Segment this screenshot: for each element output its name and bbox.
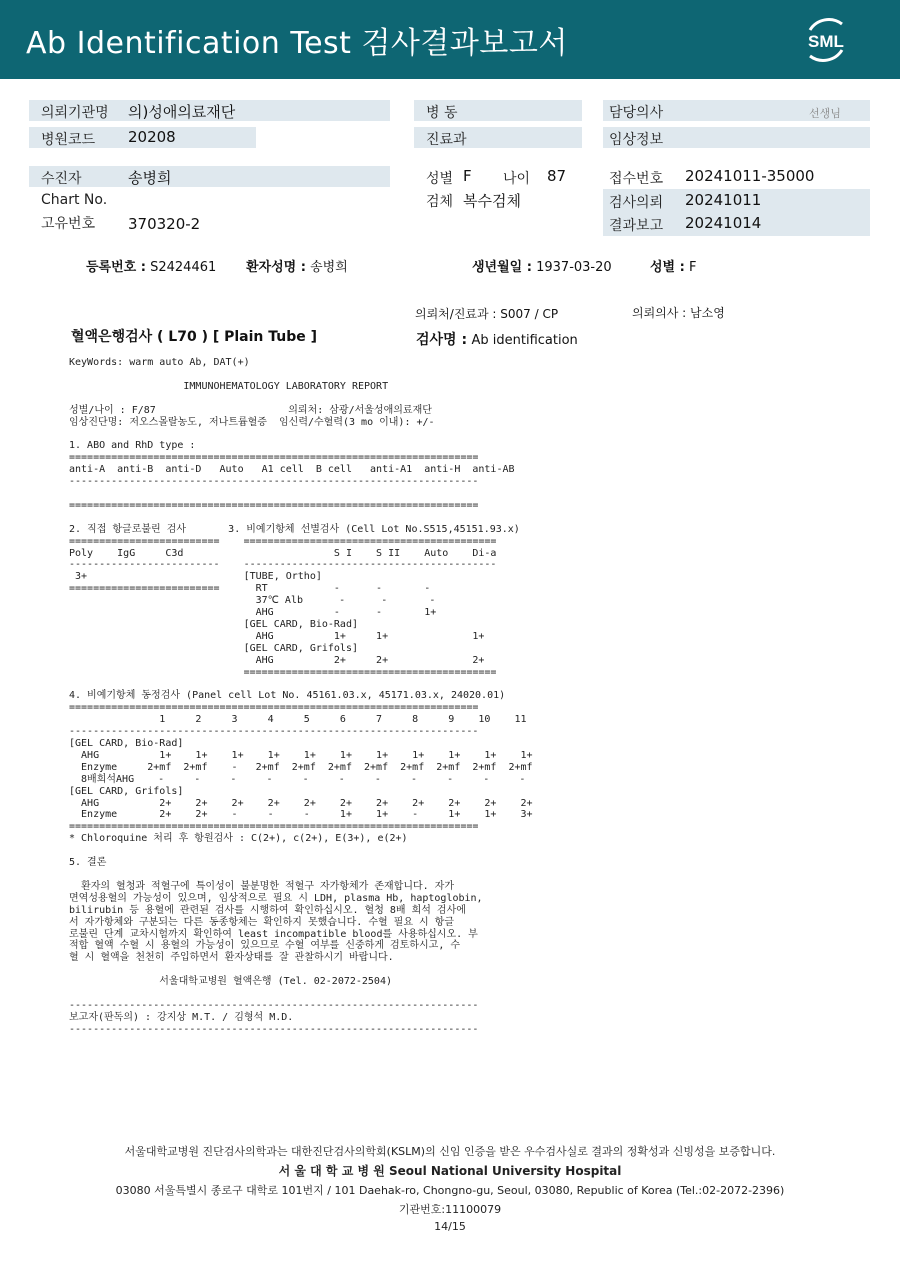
report-line: 37℃ Alb - - - xyxy=(69,595,436,607)
report-line: 보고자(판독의) : 강지상 M.T. / 김형석 M.D. xyxy=(69,1011,294,1023)
clinical-label: 임상정보 xyxy=(609,132,664,148)
report-line: AHG 2+ 2+ 2+ xyxy=(69,654,485,666)
report-line: 혈 시 혈액을 천천히 주입하면서 환자상태를 잘 관찰하시기 바랍니다. xyxy=(69,952,394,964)
report-line: -------------------------------------------------------------------- xyxy=(69,726,479,738)
unique-value: 370320-2 xyxy=(128,215,201,233)
report-line: bilirubin 등 용혈에 관련된 검사를 시행하여 확인하십시오. 혈청 8배 희석 검사에 xyxy=(69,904,466,916)
test-category: 혈액은행검사 ( L70 ) [ Plain Tube ] xyxy=(71,329,318,345)
patient-row xyxy=(29,166,390,187)
footer-institution-number: 기관번호:11100079 xyxy=(398,1203,502,1216)
report-line: Poly IgG C3d S I S II Auto Di-a xyxy=(69,547,497,559)
report-line: 5. 결론 xyxy=(69,857,107,869)
specimen-value: 복수검체 xyxy=(463,192,521,210)
report-line xyxy=(69,869,533,881)
report-line xyxy=(69,428,533,440)
report-line xyxy=(69,488,533,500)
report-line: 적합 혈액 수혈 시 용혈의 가능성이 있으므로 수혈 여부를 신중하게 검토하시고, 수 xyxy=(69,940,461,952)
request-value: 20241011 xyxy=(685,191,762,209)
report-line: [GEL CARD, Grifols] xyxy=(69,642,358,654)
report-line: 4. 비예기항체 동정검사 (Panel cell Lot No. 45161.03.x, 45171.03.x, 24020.01) xyxy=(69,690,506,702)
report-line: ========================================== xyxy=(69,666,497,678)
ward-label: 병 동 xyxy=(426,105,458,121)
request-label: 검사의뢰 xyxy=(609,195,664,211)
report-line: 2. 직접 항글로불린 검사 3. 비예기항체 선별검사 (Cell Lot No.S515,45151.93.x) xyxy=(69,523,520,535)
age-label: 나이 xyxy=(503,171,531,187)
patient-sex: 성별 : F xyxy=(650,260,697,275)
footer-address: 03080 서울특별시 종로구 대학로 101번지 / 101 Daehak-ro, Chongno-gu, Seoul, 03080, Republic of Korea (Tel.:02-2072-2396) xyxy=(115,1184,785,1197)
report-line: ==================================================================== xyxy=(69,702,479,714)
report-line: 면역성용혈의 가능성이 있으며, 임상적으로 필요 시 LDH, plasma Hb, haptoglobin, xyxy=(69,892,483,904)
report-line: 임상진단명: 저오스몰랄농도, 저나트륨혈증 임신력/수혈력(3 mo 이내): +/- xyxy=(69,416,435,428)
report-line: [GEL CARD, Bio-Rad] xyxy=(69,738,184,749)
report-line: anti-A anti-B anti-D Auto A1 cell B cell anti-A1 anti-H anti-AB xyxy=(69,464,515,476)
report-line: -------------------------------------------------------------------- xyxy=(69,1023,479,1035)
report-line: KeyWords: warm auto Ab, DAT(+) xyxy=(69,357,250,368)
report-line: -------------------------------------------------------------------- xyxy=(69,476,479,488)
report-line: AHG 2+ 2+ 2+ 2+ 2+ 2+ 2+ 2+ 2+ 2+ 2+ xyxy=(69,797,533,809)
receipt-label: 접수번호 xyxy=(609,171,664,187)
report-line: AHG 1+ 1+ 1+ 1+ 1+ 1+ 1+ 1+ 1+ 1+ 1+ xyxy=(69,749,533,761)
report-line: 3+ [TUBE, Ortho] xyxy=(69,571,322,583)
report-line: * Chloroquine 처리 후 항원검사 : C(2+), c(2+), E(3+), e(2+) xyxy=(69,833,408,845)
hospital-code-value: 20208 xyxy=(128,128,176,146)
birth-date: 생년월일 : 1937-03-20 xyxy=(472,260,612,275)
chart-label: Chart No. xyxy=(41,192,108,208)
hospital-code-label: 병원코드 xyxy=(41,132,96,148)
report-line xyxy=(69,369,533,381)
report-line: 1. ABO and RhD type : xyxy=(69,440,196,452)
report-line: 로불린 단계 교차시험까지 확인하여 least incompatible blood를 사용하십시오. 부 xyxy=(69,928,478,940)
institution-value: 의)성애의료재단 xyxy=(128,103,236,121)
receipt-value: 20241011-35000 xyxy=(685,167,815,185)
report-line: 서울대학교병원 혈액은행 (Tel. 02-2072-2504) xyxy=(69,976,392,988)
institution-label: 의뢰기관명 xyxy=(41,105,109,121)
report-line xyxy=(69,964,533,976)
footer-certification: 서울대학교병원 진단검사의학과는 대한진단검사의학회(KSLM)의 신임 인증을 받은 우수검사실로 결과의 정확성과 신빙성을 보증합니다. xyxy=(124,1145,776,1158)
report-line: ==================================================================== xyxy=(69,452,479,464)
report-line xyxy=(69,678,533,690)
report-line: Enzyme 2+mf 2+mf - 2+mf 2+mf 2+mf 2+mf 2+mf 2+mf 2+mf 2+mf xyxy=(69,761,533,773)
report-label: 결과보고 xyxy=(609,218,664,234)
report-line: IMMUNOHEMATOLOGY LABORATORY REPORT xyxy=(69,380,389,392)
patient-name: 환자성명 : 송병희 xyxy=(246,260,348,275)
department-label: 진료과 xyxy=(426,132,467,148)
report-line: AHG 1+ 1+ 1+ xyxy=(69,630,485,642)
report-line xyxy=(69,988,533,1000)
specimen-label: 검체 xyxy=(426,194,454,210)
requester-dept: 의뢰처/진료과 : S007 / CP xyxy=(415,307,559,321)
report-title: Ab Identification Test 검사결과보고서 xyxy=(26,26,568,61)
report-line xyxy=(69,845,533,857)
report-line: -------------------------------------------------------------------- xyxy=(69,999,479,1011)
sex-value: F xyxy=(463,167,472,185)
test-name: 검사명 : Ab identification xyxy=(416,332,578,348)
report-line: ------------------------- ------------------------------------------ xyxy=(69,559,497,571)
doctor-label: 담당의사 xyxy=(609,105,664,121)
report-line: 8배희석AHG - - - - - - - - - - - xyxy=(69,773,526,785)
report-line: 환자의 혈청과 적혈구에 특이성이 불분명한 적혈구 자가항체가 존재합니다. 자가 xyxy=(69,880,455,892)
footer-hospital: 서 울 대 학 교 병 원 Seoul National University Hospital xyxy=(278,1164,622,1178)
report-line: Enzyme 2+ 2+ - - - 1+ 1+ - 1+ 1+ 3+ xyxy=(69,809,533,821)
patient-value: 송병희 xyxy=(128,169,172,187)
registration-number: 등록번호 : S2424461 xyxy=(86,260,217,275)
report-line: ==================================================================== xyxy=(69,821,479,833)
report-line: [GEL CARD, Grifols] xyxy=(69,785,184,797)
unique-label: 고유번호 xyxy=(41,216,96,232)
report-line: 1 2 3 4 5 6 7 8 9 10 11 xyxy=(69,714,527,726)
report-line: ==================================================================== xyxy=(69,499,479,511)
report-line: [GEL CARD, Bio-Rad] xyxy=(69,618,358,630)
sml-logo xyxy=(800,14,852,66)
report-line: 성별/나이 : F/87 의뢰처: 삼광/서울성애의료재단 xyxy=(69,404,432,416)
page-number: 14/15 xyxy=(434,1220,466,1233)
age-value: 87 xyxy=(547,167,567,185)
sex-label: 성별 xyxy=(426,171,454,187)
report-line: ========================= RT - - - xyxy=(69,583,431,595)
report-header xyxy=(0,0,900,79)
report-line xyxy=(69,393,533,405)
report-line: ========================= ========================================== xyxy=(69,535,497,547)
report-line xyxy=(69,512,533,524)
requesting-doctor: 의뢰의사 : 남소영 xyxy=(632,306,725,320)
patient-label: 수진자 xyxy=(41,171,82,187)
report-body xyxy=(69,357,533,1036)
doctor-suffix: 선생님 xyxy=(809,107,841,120)
report-line: AHG - - 1+ xyxy=(69,607,437,619)
report-line: 서 자가항체와 구분되는 다른 동종항체는 확인하지 못했습니다. 수혈 필요 시 항글 xyxy=(69,916,455,928)
svg-text:SML: SML xyxy=(808,32,844,51)
report-value: 20241014 xyxy=(685,214,762,232)
